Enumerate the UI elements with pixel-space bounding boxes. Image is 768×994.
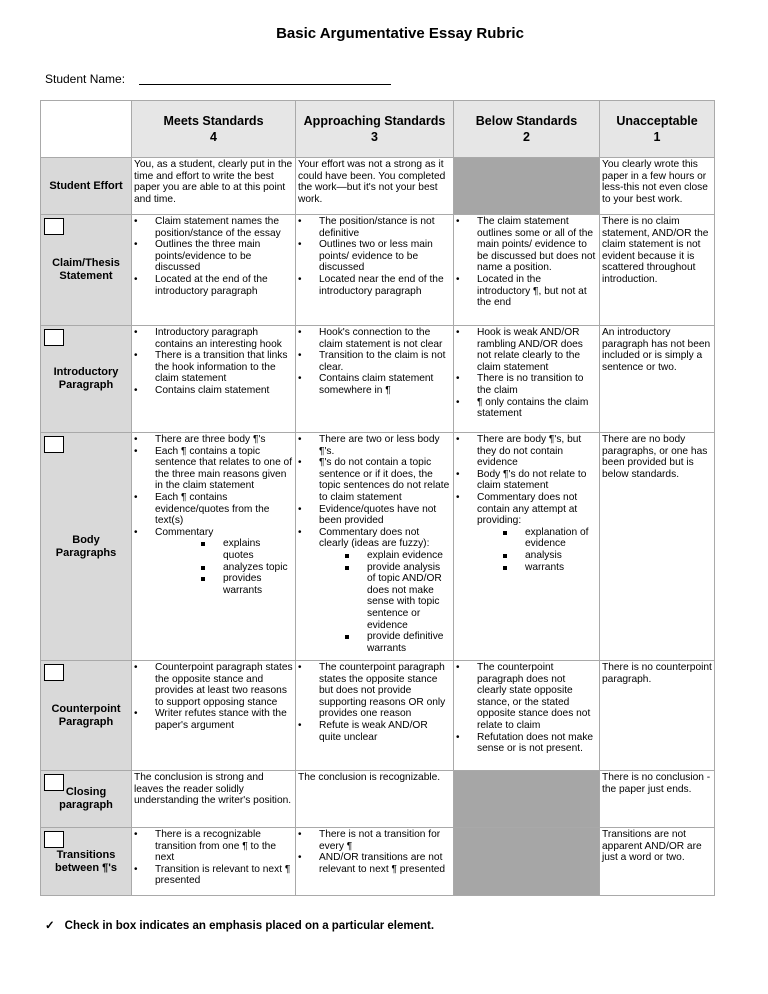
emphasis-checkbox[interactable] xyxy=(44,774,64,791)
cell-approaching: Your effort was not a strong as it could have been. You completed the work—but it's not your best work. xyxy=(296,158,454,215)
list-item: • Refute is weak AND/OR quite unclear xyxy=(319,720,451,743)
list-item: • Transition to the claim is not clear. xyxy=(319,350,451,373)
list-item: • ¶'s do not contain a topic sentence or if it does, the topic sentences do not relate to claim statement xyxy=(319,457,451,503)
col-name: Approaching Standards xyxy=(303,114,446,128)
row-label-cell xyxy=(41,433,132,661)
list-item: • There is not a transition for every ¶ xyxy=(319,829,451,852)
sub-list-item: explains quotes xyxy=(223,538,293,561)
student-name-label: Student Name: xyxy=(45,72,126,86)
list-item: • Contains claim statement somewhere in ¶ xyxy=(319,373,451,396)
cell-unacceptable: You clearly wrote this paper in a few hours or less-this not even close to your best work. xyxy=(600,158,715,215)
list-item: • Located near the end of the introductory paragraph xyxy=(319,274,451,297)
emphasis-checkbox[interactable] xyxy=(44,218,64,235)
rubric-table xyxy=(40,100,715,896)
cell-approaching xyxy=(296,326,454,433)
emphasis-checkbox[interactable] xyxy=(44,831,64,848)
list-item: • There are body ¶'s, but they do not contain evidence xyxy=(477,434,597,469)
cell-meets: You, as a student, clearly put in the time and effort to write the best paper you are able to at this point and time. xyxy=(132,158,296,215)
list-item-text: Commentary does not clearly (ideas are fuzzy): xyxy=(319,526,430,550)
list-item: • Hook is weak AND/OR rambling AND/OR does not relate clearly to the claim statement xyxy=(477,327,597,373)
cell-unacceptable: There is no claim statement, AND/OR the claim statement is not evident because it is scattered throughout introduction. xyxy=(600,215,715,326)
row-label: Closing paragraph xyxy=(59,786,113,811)
checkmark-icon: ✓ xyxy=(45,920,55,932)
row-label-cell xyxy=(41,771,132,828)
cell-below xyxy=(454,433,600,661)
col-header-meets xyxy=(132,101,296,158)
list-item: • The claim statement outlines some or all of the main points/ evidence to be discussed but does not name a position. xyxy=(477,216,597,274)
cell-meets xyxy=(132,828,296,896)
sub-list-item: analysis xyxy=(525,550,597,562)
row-label: Student Effort xyxy=(41,158,132,215)
page-title: Basic Argumentative Essay Rubric xyxy=(276,25,524,42)
list-item xyxy=(319,527,451,655)
list-item: • AND/OR transitions are not relevant to next ¶ presented xyxy=(319,852,451,875)
row-introductory xyxy=(41,326,715,433)
col-name: Unacceptable xyxy=(616,114,698,128)
list-item: • Outlines two or less main points/ evidence to be discussed xyxy=(319,239,451,274)
list-item: • Contains claim statement xyxy=(155,385,293,397)
list-item: • The position/stance is not definitive xyxy=(319,216,451,239)
student-name-line xyxy=(45,72,391,86)
row-label: Introductory Paragraph xyxy=(53,366,119,391)
sub-list-item: provide analysis of topic AND/OR does not make sense with topic sentence or evidence xyxy=(367,562,451,632)
list-item: • There is no transition to the claim xyxy=(477,373,597,396)
cell-below xyxy=(454,326,600,433)
list-item: • ¶ only contains the claim statement xyxy=(477,397,597,420)
list-item: • Refutation does not make sense or is not present. xyxy=(477,732,597,755)
list-item xyxy=(477,492,597,573)
col-score: 4 xyxy=(210,130,217,144)
col-name: Below Standards xyxy=(475,114,578,128)
row-label-cell xyxy=(41,828,132,896)
col-name: Meets Standards xyxy=(163,114,264,128)
col-header-unacceptable xyxy=(600,101,715,158)
list-item: • There is a transition that links the hook information to the claim statement xyxy=(155,350,293,385)
list-item: • Claim statement names the position/stance of the essay xyxy=(155,216,293,239)
list-item: • Each ¶ contains evidence/quotes from the text(s) xyxy=(155,492,293,527)
cell-below-empty xyxy=(454,771,600,828)
col-score: 2 xyxy=(523,130,530,144)
list-item: • Located at the end of the introductory paragraph xyxy=(155,274,293,297)
cell-unacceptable: There are no body paragraphs, or one has been provided but is below standards. xyxy=(600,433,715,661)
row-student-effort xyxy=(41,158,715,215)
cell-unacceptable: Transitions are not apparent AND/OR are just a word or two. xyxy=(600,828,715,896)
cell-approaching xyxy=(296,215,454,326)
cell-approaching xyxy=(296,433,454,661)
sub-list-item: analyzes topic xyxy=(223,562,293,574)
cell-approaching xyxy=(296,661,454,771)
row-label: Counterpoint Paragraph xyxy=(51,702,121,728)
list-item: • There are three body ¶'s xyxy=(155,434,293,446)
list-item: • There is a recognizable transition from one ¶ to the next xyxy=(155,829,293,864)
emphasis-checkbox[interactable] xyxy=(44,664,64,681)
col-score: 1 xyxy=(653,130,661,144)
row-closing xyxy=(41,771,715,828)
list-item: • The counterpoint paragraph does not clearly state opposite stance, or the stated opposite stance does not relate to claim xyxy=(477,662,597,732)
list-item: • Evidence/quotes have not been provided xyxy=(319,504,451,527)
col-header-below xyxy=(454,101,600,158)
cell-approaching xyxy=(296,828,454,896)
sub-list-item: explanation of evidence xyxy=(525,527,597,550)
cell-meets xyxy=(132,326,296,433)
row-body-paragraphs xyxy=(41,433,715,661)
row-counterpoint xyxy=(41,661,715,771)
row-label-cell xyxy=(41,326,132,433)
sub-list-item: provides warrants xyxy=(223,573,293,596)
cell-unacceptable: An introductory paragraph has not been included or is simply a sentence or two. xyxy=(600,326,715,433)
row-label: Body Paragraphs xyxy=(55,533,117,559)
sub-list-item: explain evidence xyxy=(367,550,451,562)
row-label: Claim/Thesis Statement xyxy=(52,257,120,282)
row-transitions xyxy=(41,828,715,896)
row-claim-thesis xyxy=(41,215,715,326)
cell-below-empty xyxy=(454,158,600,215)
row-label: Transitions between ¶'s xyxy=(55,848,117,874)
list-item: • Body ¶'s do not relate to claim statement xyxy=(477,469,597,492)
cell-below xyxy=(454,215,600,326)
footer-note xyxy=(45,918,434,932)
cell-approaching: The conclusion is recognizable. xyxy=(296,771,454,828)
list-item: • Located in the introductory ¶, but not at the end xyxy=(477,274,597,309)
cell-unacceptable: There is no conclusion - the paper just ends. xyxy=(600,771,715,828)
student-name-blank[interactable] xyxy=(139,84,391,85)
list-item-text: Commentary xyxy=(155,526,214,538)
cell-unacceptable: There is no counterpoint paragraph. xyxy=(600,661,715,771)
sub-list-item: warrants xyxy=(525,562,597,574)
row-label-cell xyxy=(41,661,132,771)
row-label-cell xyxy=(41,215,132,326)
emphasis-checkbox[interactable] xyxy=(44,436,64,453)
list-item: • Each ¶ contains a topic sentence that relates to one of the three main reasons given in the claim statement xyxy=(155,446,293,492)
list-item: • Outlines the three main points/evidence to be discussed xyxy=(155,239,293,274)
cell-meets xyxy=(132,433,296,661)
header-row xyxy=(41,101,715,158)
corner-cell xyxy=(41,101,132,158)
list-item: • Introductory paragraph contains an interesting hook xyxy=(155,327,293,350)
cell-meets: The conclusion is strong and leaves the reader solidly understanding the writer's position. xyxy=(132,771,296,828)
cell-below xyxy=(454,661,600,771)
list-item: • There are two or less body ¶'s. xyxy=(319,434,451,457)
list-item: • Transition is relevant to next ¶ presented xyxy=(155,864,293,887)
cell-below-empty xyxy=(454,828,600,896)
col-score: 3 xyxy=(371,130,378,144)
list-item: • The counterpoint paragraph states the opposite stance but does not provide supporting reasons OR only provides one reason xyxy=(319,662,451,720)
list-item: • Writer refutes stance with the paper's argument xyxy=(155,708,293,731)
list-item: • Hook's connection to the claim statement is not clear xyxy=(319,327,451,350)
emphasis-checkbox[interactable] xyxy=(44,329,64,346)
sub-list-item: provide definitive warrants xyxy=(367,631,451,654)
cell-meets xyxy=(132,661,296,771)
list-item: • Counterpoint paragraph states the opposite stance and provides at least two reasons to support opposing stance xyxy=(155,662,293,708)
list-item xyxy=(155,527,293,597)
list-item-text: Commentary does not contain any attempt at providing: xyxy=(477,491,578,527)
col-header-approaching xyxy=(296,101,454,158)
cell-meets xyxy=(132,215,296,326)
footer-text: Check in box indicates an emphasis placed on a particular element. xyxy=(64,920,435,932)
